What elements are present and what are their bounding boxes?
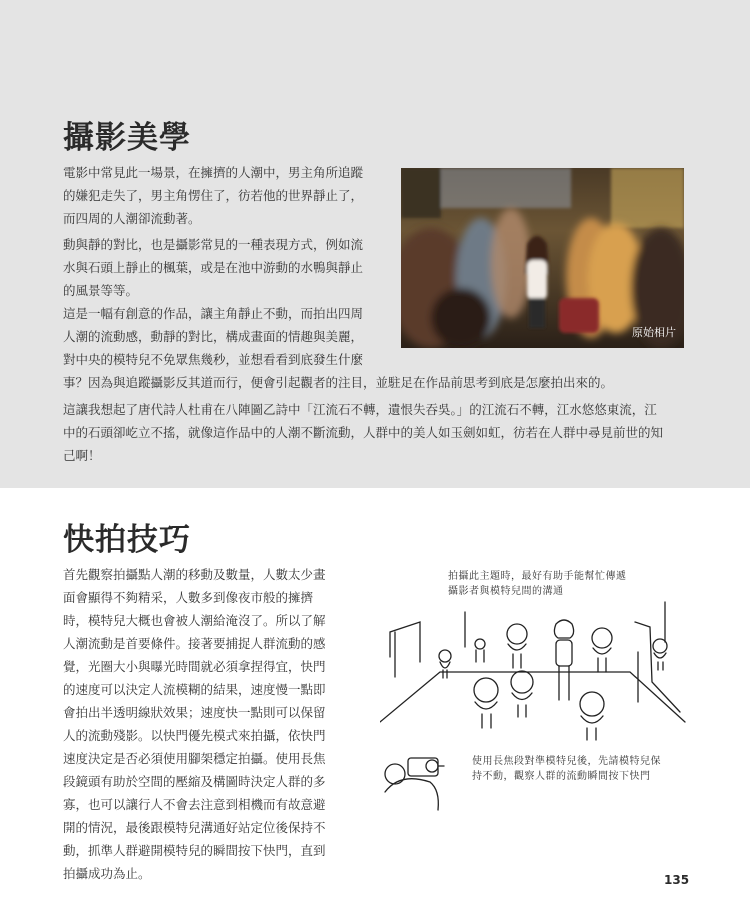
paragraph-2 — [63, 233, 393, 302]
text-line: 段鏡頭有助於空間的壓縮及構圖時決定人群的多 — [63, 774, 326, 789]
text-line: 的速度可以決定人流模糊的結果，速度慢一點即 — [63, 682, 326, 697]
note-line: 使用長焦段對準模特兒後，先請模特兒保 — [472, 756, 661, 767]
text-line: 人潮的流動感，動靜的對比，構成畫面的情趣與美麗， — [63, 329, 364, 344]
text-line: 會拍出半透明線狀效果；速度快一點則可以保留 — [63, 705, 326, 720]
page-number: 135 — [664, 873, 690, 887]
text-line: 對中央的模特兒不免眾焦幾秒，並想看看到底發生什麼 — [63, 352, 364, 367]
paragraph-3-end: 事？因為與追蹤攝影反其道而行，便會引起觀者的注目，並駐足在作品前思考到底是怎麼拍出來的。 — [63, 375, 614, 390]
text-line: 開的情況，最後跟模特兒溝通好站定位後保持不 — [63, 820, 326, 835]
paragraph-tips — [63, 563, 383, 885]
text-line: 首先觀察拍攝點人潮的移動及數量，人數太少畫 — [63, 567, 326, 582]
text-line: 拍攝成功為止。 — [63, 866, 151, 881]
text-line: 寡，也可以讓行人不會去注意到相機而有故意避 — [63, 797, 326, 812]
paragraph-4 — [63, 398, 703, 467]
text-line: 人潮流動是首要條件。接著要捕捉人群流動的感 — [63, 636, 326, 651]
note-line: 攝影者與模特兒間的溝通 — [448, 586, 564, 597]
text-line: 這讓我想起了唐代詩人杜甫在八陣圖乙詩中「江流石不轉，遺恨失吞吳。」的江流石不轉，江水悠悠東流，江 — [63, 402, 657, 417]
text-line: 動，抓準人群避開模特兒的瞬間按下快門，直到 — [63, 843, 326, 858]
section-title-quick-tips: 快拍技巧 — [63, 522, 191, 558]
paragraph-3 — [63, 302, 393, 371]
paragraph-1 — [63, 161, 393, 230]
text-line: 水與石頭上靜止的楓葉，或是在池中游動的水鴨與靜止 — [63, 260, 364, 275]
text-line: 中的石頭卻屹立不搖，就像這作品中的人潮不斷流動，人群中的美人如玉劍如虹，彷若在人群中尋見前世的知 — [63, 425, 664, 440]
text-line: 電影中常見此一場景，在擁擠的人潮中，男主角所追蹤 — [63, 165, 364, 180]
text-line: 而四周的人潮卻流動著。 — [63, 211, 201, 226]
text-line: 速度決定是否必須使用腳架穩定拍攝。使用長焦 — [63, 751, 326, 766]
text-line: 時，模特兒大概也會被人潮給淹沒了。所以了解 — [63, 613, 326, 628]
text-line: 人的流動殘影。以快門優先模式來拍攝，依快門 — [63, 728, 326, 743]
photo-caption: 原始相片 — [632, 326, 676, 339]
sketch-note-bottom — [472, 752, 661, 782]
sketch-note-top — [448, 567, 627, 597]
note-line: 持不動，觀察人群的流動瞬間按下快門 — [472, 771, 651, 782]
crowd-photo-illustration — [401, 168, 684, 348]
section-title-aesthetics: 攝影美學 — [63, 120, 191, 156]
text-line: 面會顯得不夠精采，人數多到像夜市般的擁擠 — [63, 590, 314, 605]
text-line: 的嫌犯走失了，男主角愣住了，彷若他的世界靜止了， — [63, 188, 364, 203]
text-line: 的風景等等。 — [63, 283, 139, 298]
text-line: 己啊！ — [63, 448, 101, 463]
text-line: 覺，光圈大小與曝光時間就必須拿捏得宜，快門 — [63, 659, 326, 674]
text-line: 動與靜的對比，也是攝影常見的一種表現方式，例如流 — [63, 237, 364, 252]
note-line: 拍攝此主題時，最好有助手能幫忙傳遞 — [448, 571, 627, 582]
text-line: 這是一幅有創意的作品，讓主角靜止不動，而拍出四周 — [63, 306, 364, 321]
hand-drawn-sketch — [380, 562, 690, 812]
original-photo — [401, 168, 684, 348]
